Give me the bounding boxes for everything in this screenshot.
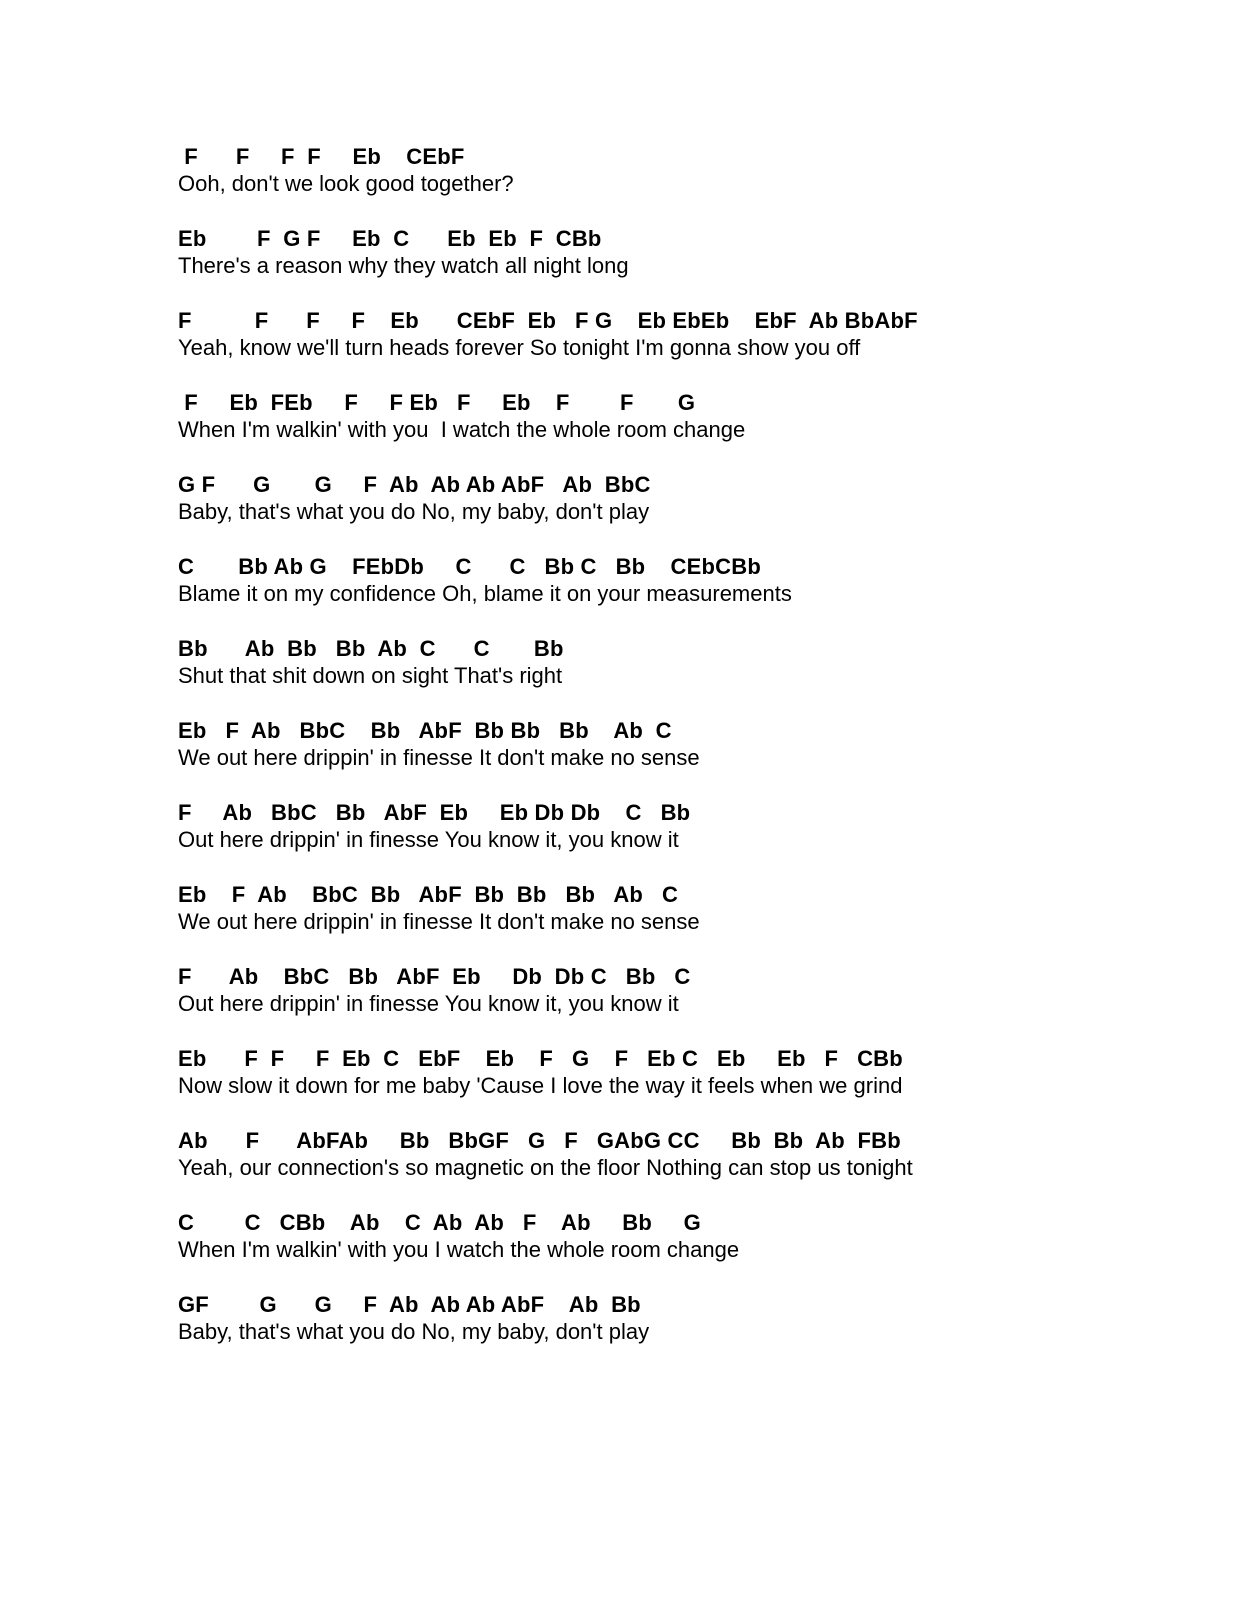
note-line: Eb F Ab BbC Bb AbF Bb Bb Bb Ab C <box>178 882 679 907</box>
stanza-9 <box>178 800 1178 854</box>
note-line: C C CBb Ab C Ab Ab F Ab Bb G <box>178 1210 701 1235</box>
lyric-line: Now slow it down for me baby 'Cause I love the way it feels when we grind <box>178 1073 903 1098</box>
lyric-line: We out here drippin' in finesse It don't make no sense <box>178 909 700 934</box>
note-line: Eb F F F Eb C EbF Eb F G F Eb C Eb Eb F CBb <box>178 1046 903 1071</box>
note-line: Eb F Ab BbC Bb AbF Bb Bb Bb Ab C <box>178 718 672 743</box>
note-line: Eb F G F Eb C Eb Eb F CBb <box>178 226 602 251</box>
note-line: GF G G F Ab Ab Ab AbF Ab Bb <box>178 1292 641 1317</box>
stanza-12 <box>178 1046 1178 1100</box>
note-line: F F F F Eb CEbF <box>178 144 465 169</box>
stanza-13 <box>178 1128 1178 1182</box>
lyric-line: We out here drippin' in finesse It don't make no sense <box>178 745 700 770</box>
note-line: Ab F AbFAb Bb BbGF G F GAbG CC Bb Bb Ab FBb <box>178 1128 901 1153</box>
note-line: F Eb FEb F F Eb F Eb F F G <box>178 390 696 415</box>
note-line: G F G G F Ab Ab Ab AbF Ab BbC <box>178 472 651 497</box>
lyric-line: Blame it on my confidence Oh, blame it on your measurements <box>178 581 792 606</box>
stanza-6 <box>178 554 1178 608</box>
stanza-2 <box>178 226 1178 280</box>
note-line: C Bb Ab G FEbDb C C Bb C Bb CEbCBb <box>178 554 761 579</box>
lyric-line: Out here drippin' in finesse You know it, you know it <box>178 991 679 1016</box>
stanza-10 <box>178 882 1178 936</box>
stanza-14 <box>178 1210 1178 1264</box>
stanza-8 <box>178 718 1178 772</box>
lyric-line: Baby, that's what you do No, my baby, don't play <box>178 1319 650 1344</box>
stanza-5 <box>178 472 1178 526</box>
note-line: F Ab BbC Bb AbF Eb Eb Db Db C Bb <box>178 800 691 825</box>
lyric-line: Out here drippin' in finesse You know it, you know it <box>178 827 679 852</box>
stanza-1 <box>178 144 1178 198</box>
lyric-line: Shut that shit down on sight That's right <box>178 663 563 688</box>
stanza-11 <box>178 964 1178 1018</box>
note-line: Bb Ab Bb Bb Ab C C Bb <box>178 636 564 661</box>
lyric-line: Ooh, don't we look good together? <box>178 171 514 196</box>
lyric-line: When I'm walkin' with you I watch the whole room change <box>178 1237 740 1262</box>
note-line: F Ab BbC Bb AbF Eb Db Db C Bb C <box>178 964 691 989</box>
lyric-line: Yeah, know we'll turn heads forever So tonight I'm gonna show you off <box>178 335 861 360</box>
note-line: F F F F Eb CEbF Eb F G Eb EbEb EbF Ab BbAbF <box>178 308 918 333</box>
lyric-line: Yeah, our connection's so magnetic on the floor Nothing can stop us tonight <box>178 1155 913 1180</box>
lyric-line: Baby, that's what you do No, my baby, don't play <box>178 499 650 524</box>
stanza-7 <box>178 636 1178 690</box>
stanza-15 <box>178 1292 1178 1346</box>
stanza-3 <box>178 308 1178 362</box>
lyric-line: When I'm walkin' with you I watch the whole room change <box>178 417 746 442</box>
stanza-4 <box>178 390 1178 444</box>
lyric-line: There's a reason why they watch all night long <box>178 253 629 278</box>
